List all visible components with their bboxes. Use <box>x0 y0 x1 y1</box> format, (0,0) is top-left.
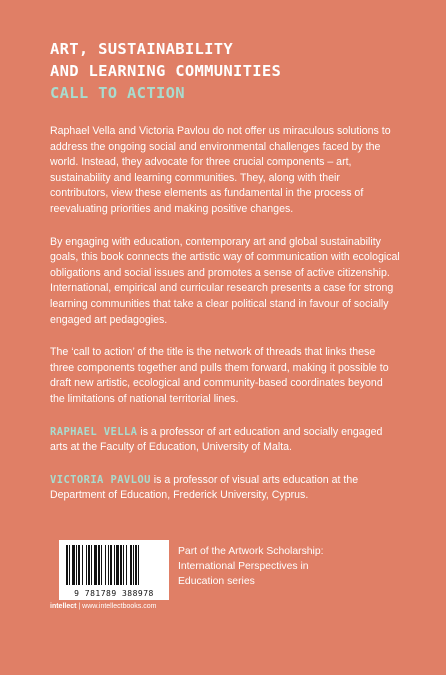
barcode-bar <box>138 545 139 585</box>
barcode-bar <box>133 545 134 585</box>
barcode-bar <box>130 545 132 585</box>
blurb-paragraph-2: By engaging with education, contemporary art and global sustainability goals, this book connects the artistic way of communication with ecological obligations and social issues and promotes a sense of active citizenship. International, empirical and curricular research presents a case for strong learning communities that take a clear political stand in favour of socially engaged art pedagogies. <box>50 235 400 326</box>
barcode-bar <box>76 545 77 585</box>
barcode-bar <box>98 545 100 585</box>
barcode-bar <box>126 545 127 585</box>
publisher-url: www.intellectbooks.com <box>82 603 157 610</box>
barcode-bar <box>86 545 87 585</box>
barcode-bars-icon <box>60 541 168 589</box>
barcode-bar <box>108 545 109 585</box>
barcode-bar <box>105 545 106 585</box>
blurb-paragraph-1: Raphael Vella and Victoria Pavlou do not offer us miraculous solutions to address the ongoing social and environmental challenges faced by the world. Instead, they advocate for three crucial components – art, sustainability and learning communities. They, along with their contributors, view these elements as fundamental in the process of reevaluating priorities and making positive changes. <box>50 125 391 215</box>
title-subtitle: CALL TO ACTION <box>50 84 185 102</box>
author-bio-1 <box>50 425 400 456</box>
barcode-bar <box>110 545 112 585</box>
barcode-bar <box>120 545 122 585</box>
barcode-bar <box>123 545 124 585</box>
author-bio-text-1: is a professor of art education and socially engaged arts at the Faculty of Education, University of Malta. <box>50 425 383 454</box>
barcode-bar <box>101 545 102 585</box>
isbn-barcode <box>59 540 169 600</box>
barcode-bar <box>114 545 115 585</box>
publisher-line <box>50 603 156 610</box>
author-bio-text-2: is a professor of visual arts education at the Department of Education, Frederick University, Cyprus. <box>50 473 359 502</box>
barcode-bar <box>66 545 68 585</box>
title-line-1: ART, SUSTAINABILITY <box>50 40 234 58</box>
blurb-paragraph-3: The ‘call to action’ of the title is the network of threads that links these three components together and pulls them forward, making it possible to draft new artistic, ecological and community-based coordinates beyond the limitations of national territorial lines. <box>50 346 389 405</box>
barcode-bar <box>88 545 90 585</box>
barcode-bar <box>72 545 75 585</box>
publisher-brand: intellect <box>50 603 77 610</box>
author-bio-2 <box>50 473 400 504</box>
publisher-separator: | <box>76 603 83 610</box>
book-title <box>50 38 400 104</box>
barcode-bar <box>135 545 137 585</box>
barcode-bar <box>94 545 97 585</box>
barcode-bar <box>91 545 92 585</box>
barcode-bar <box>78 545 80 585</box>
author-name-2: VICTORIA PAVLOU <box>50 473 151 486</box>
series-note: Part of the Artwork Scholarship: International Perspectives in Education series <box>178 546 324 588</box>
barcode-bar <box>116 545 119 585</box>
isbn-number: 9 781789 388978 <box>74 589 154 598</box>
back-cover <box>50 38 400 521</box>
barcode-bar <box>82 545 83 585</box>
barcode-bar <box>69 545 70 585</box>
title-line-2: AND LEARNING COMMUNITIES <box>50 62 282 80</box>
author-name-1: RAPHAEL VELLA <box>50 425 138 438</box>
